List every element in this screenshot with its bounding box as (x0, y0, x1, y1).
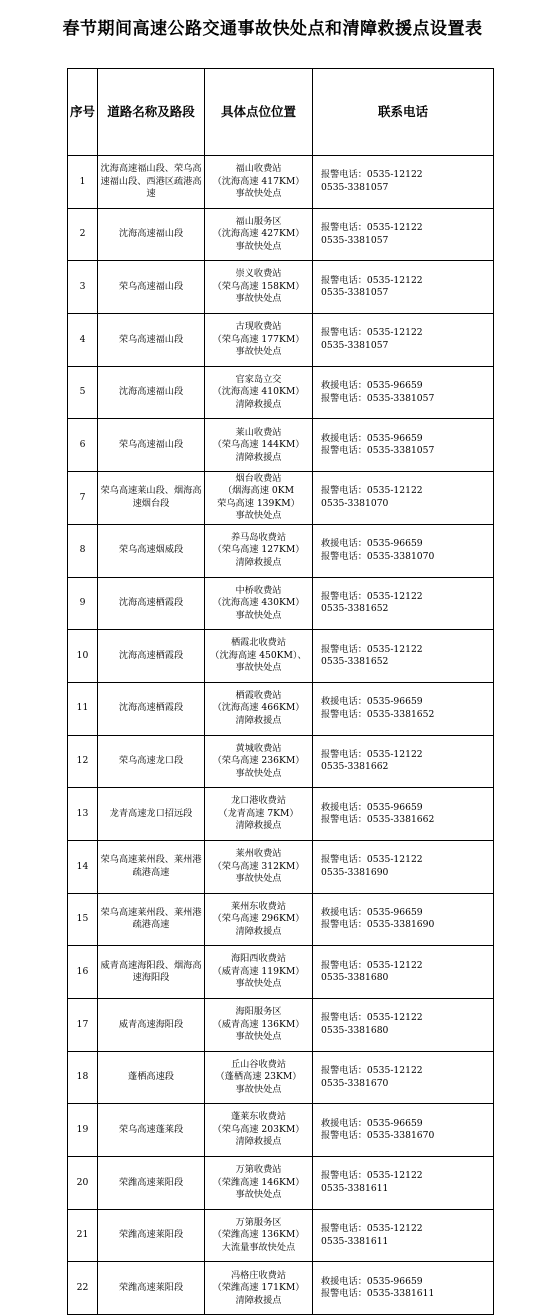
cell-phone: 救援电话：0535-96659 报警电话：0535-3381070 (313, 524, 494, 577)
cell-no: 12 (68, 735, 98, 788)
cell-location: 官家岛立交 （沈海高速 410KM） 清障救援点 (205, 366, 313, 419)
cell-road: 荣乌高速龙口段 (98, 735, 205, 788)
cell-phone: 救援电话：0535-96659 报警电话：0535-3381611 (313, 1262, 494, 1315)
table-row (68, 946, 494, 999)
cell-no: 18 (68, 1051, 98, 1104)
cell-no: 9 (68, 577, 98, 630)
table-row (68, 788, 494, 841)
cell-location: 龙口港收费站 （龙青高速 7KM） 清障救援点 (205, 788, 313, 841)
table-row (68, 735, 494, 788)
cell-no: 1 (68, 156, 98, 209)
cell-phone: 报警电话：0535-12122 0535-3381057 (313, 314, 494, 367)
cell-location: 福山收费站 （沈海高速 417KM） 事故快处点 (205, 156, 313, 209)
cell-location: 万第服务区 （荣潍高速 136KM） 大流量事故快处点 (205, 1209, 313, 1262)
cell-no: 21 (68, 1209, 98, 1262)
table-row (68, 366, 494, 419)
cell-road: 沈海高速福山段、荣乌高速福山段、西港区疏港高速 (98, 156, 205, 209)
table-body (68, 156, 494, 1315)
cell-location: 莱州收费站 （荣乌高速 312KM） 事故快处点 (205, 840, 313, 893)
cell-road: 荣乌高速福山段 (98, 261, 205, 314)
cell-phone: 报警电话：0535-12122 0535-3381057 (313, 156, 494, 209)
cell-phone: 救援电话：0535-96659 报警电话：0535-3381652 (313, 682, 494, 735)
header-no: 序号 (68, 69, 98, 156)
cell-road: 荣乌高速莱州段、莱州港疏港高速 (98, 840, 205, 893)
cell-location: 海阳西收费站 （威青高速 119KM） 事故快处点 (205, 946, 313, 999)
table-row (68, 419, 494, 472)
cell-phone: 报警电话：0535-12122 0535-3381057 (313, 208, 494, 261)
cell-no: 16 (68, 946, 98, 999)
table-row (68, 1104, 494, 1157)
cell-phone: 报警电话：0535-12122 0535-3381680 (313, 999, 494, 1052)
table-row (68, 156, 494, 209)
cell-location: 烟台收费站 （烟海高速 0KM 荣乌高速 139KM） 事故快处点 (205, 472, 313, 525)
cell-location: 冯格庄收费站 （荣潍高速 171KM） 清障救援点 (205, 1262, 313, 1315)
cell-road: 沈海高速栖霞段 (98, 577, 205, 630)
cell-phone: 报警电话：0535-12122 0535-3381662 (313, 735, 494, 788)
cell-phone: 报警电话：0535-12122 0535-3381680 (313, 946, 494, 999)
table-row (68, 261, 494, 314)
cell-road: 荣潍高速莱阳段 (98, 1262, 205, 1315)
cell-phone: 救援电话：0535-96659 报警电话：0535-3381690 (313, 893, 494, 946)
cell-road: 荣潍高速莱阳段 (98, 1209, 205, 1262)
cell-road: 蓬栖高速段 (98, 1051, 205, 1104)
cell-no: 11 (68, 682, 98, 735)
table-row (68, 630, 494, 683)
cell-road: 荣乌高速福山段 (98, 314, 205, 367)
table-row (68, 577, 494, 630)
cell-road: 荣潍高速莱阳段 (98, 1157, 205, 1210)
cell-no: 14 (68, 840, 98, 893)
cell-location: 莱州东收费站 （荣乌高速 296KM） 清障救援点 (205, 893, 313, 946)
cell-road: 荣乌高速烟威段 (98, 524, 205, 577)
cell-phone: 救援电话：0535-96659 报警电话：0535-3381057 (313, 419, 494, 472)
table-row (68, 208, 494, 261)
cell-road: 荣乌高速莱州段、莱州港疏港高速 (98, 893, 205, 946)
cell-road: 沈海高速福山段 (98, 366, 205, 419)
cell-phone: 报警电话：0535-12122 0535-3381652 (313, 577, 494, 630)
cell-location: 海阳服务区 （威青高速 136KM） 事故快处点 (205, 999, 313, 1052)
cell-phone: 报警电话：0535-12122 0535-3381670 (313, 1051, 494, 1104)
table-row (68, 840, 494, 893)
cell-road: 荣乌高速福山段 (98, 419, 205, 472)
header-road: 道路名称及路段 (98, 69, 205, 156)
cell-no: 3 (68, 261, 98, 314)
cell-phone: 报警电话：0535-12122 0535-3381057 (313, 261, 494, 314)
cell-no: 15 (68, 893, 98, 946)
cell-no: 22 (68, 1262, 98, 1315)
cell-location: 古现收费站 （荣乌高速 177KM） 事故快处点 (205, 314, 313, 367)
table-row (68, 472, 494, 525)
cell-no: 13 (68, 788, 98, 841)
cell-road: 荣乌高速蓬莱段 (98, 1104, 205, 1157)
table-row (68, 682, 494, 735)
table-row (68, 1051, 494, 1104)
cell-no: 7 (68, 472, 98, 525)
table-row (68, 893, 494, 946)
cell-no: 10 (68, 630, 98, 683)
cell-no: 6 (68, 419, 98, 472)
cell-road: 威青高速海阳段、烟海高速海阳段 (98, 946, 205, 999)
table-row (68, 999, 494, 1052)
rescue-points-table (67, 68, 494, 1315)
table-header (68, 69, 494, 156)
cell-location: 栖霞北收费站 （沈海高速 450KM）、 事故快处点 (205, 630, 313, 683)
table-row (68, 314, 494, 367)
cell-location: 万第收费站 （荣潍高速 146KM） 事故快处点 (205, 1157, 313, 1210)
cell-road: 威青高速海阳段 (98, 999, 205, 1052)
cell-phone: 救援电话：0535-96659 报警电话：0535-3381670 (313, 1104, 494, 1157)
cell-road: 沈海高速栖霞段 (98, 630, 205, 683)
cell-phone: 报警电话：0535-12122 0535-3381652 (313, 630, 494, 683)
cell-location: 蓬莱东收费站 （荣乌高速 203KM） 清障救援点 (205, 1104, 313, 1157)
cell-location: 崇义收费站 （荣乌高速 158KM） 事故快处点 (205, 261, 313, 314)
cell-road: 荣乌高速莱山段、烟海高速烟台段 (98, 472, 205, 525)
cell-no: 19 (68, 1104, 98, 1157)
cell-road: 沈海高速福山段 (98, 208, 205, 261)
cell-no: 4 (68, 314, 98, 367)
cell-phone: 救援电话：0535-96659 报警电话：0535-3381057 (313, 366, 494, 419)
cell-phone: 报警电话：0535-12122 0535-3381611 (313, 1157, 494, 1210)
header-phone: 联系电话 (313, 69, 494, 156)
header-location: 具体点位位置 (205, 69, 313, 156)
table-row (68, 1262, 494, 1315)
cell-location: 福山服务区 （沈海高速 427KM） 事故快处点 (205, 208, 313, 261)
cell-location: 黄城收费站 （荣乌高速 236KM） 事故快处点 (205, 735, 313, 788)
cell-location: 莱山收费站 （荣乌高速 144KM） 清障救援点 (205, 419, 313, 472)
header-row (68, 69, 494, 156)
cell-location: 丘山谷收费站 （蓬栖高速 23KM） 事故快处点 (205, 1051, 313, 1104)
cell-phone: 报警电话：0535-12122 0535-3381611 (313, 1209, 494, 1262)
page-title: 春节期间高速公路交通事故快处点和清障救援点设置表 (62, 19, 483, 39)
cell-road: 沈海高速栖霞段 (98, 682, 205, 735)
table-row (68, 1157, 494, 1210)
cell-no: 20 (68, 1157, 98, 1210)
cell-location: 养马岛收费站 （荣乌高速 127KM） 清障救援点 (205, 524, 313, 577)
cell-location: 栖霞收费站 （沈海高速 466KM） 清障救援点 (205, 682, 313, 735)
cell-phone: 报警电话：0535-12122 0535-3381690 (313, 840, 494, 893)
cell-no: 8 (68, 524, 98, 577)
table-row (68, 1209, 494, 1262)
cell-road: 龙青高速龙口招远段 (98, 788, 205, 841)
cell-no: 2 (68, 208, 98, 261)
cell-phone: 救援电话：0535-96659 报警电话：0535-3381662 (313, 788, 494, 841)
table-row (68, 524, 494, 577)
cell-no: 5 (68, 366, 98, 419)
cell-no: 17 (68, 999, 98, 1052)
cell-phone: 报警电话：0535-12122 0535-3381070 (313, 472, 494, 525)
cell-location: 中桥收费站 （沈海高速 430KM） 事故快处点 (205, 577, 313, 630)
